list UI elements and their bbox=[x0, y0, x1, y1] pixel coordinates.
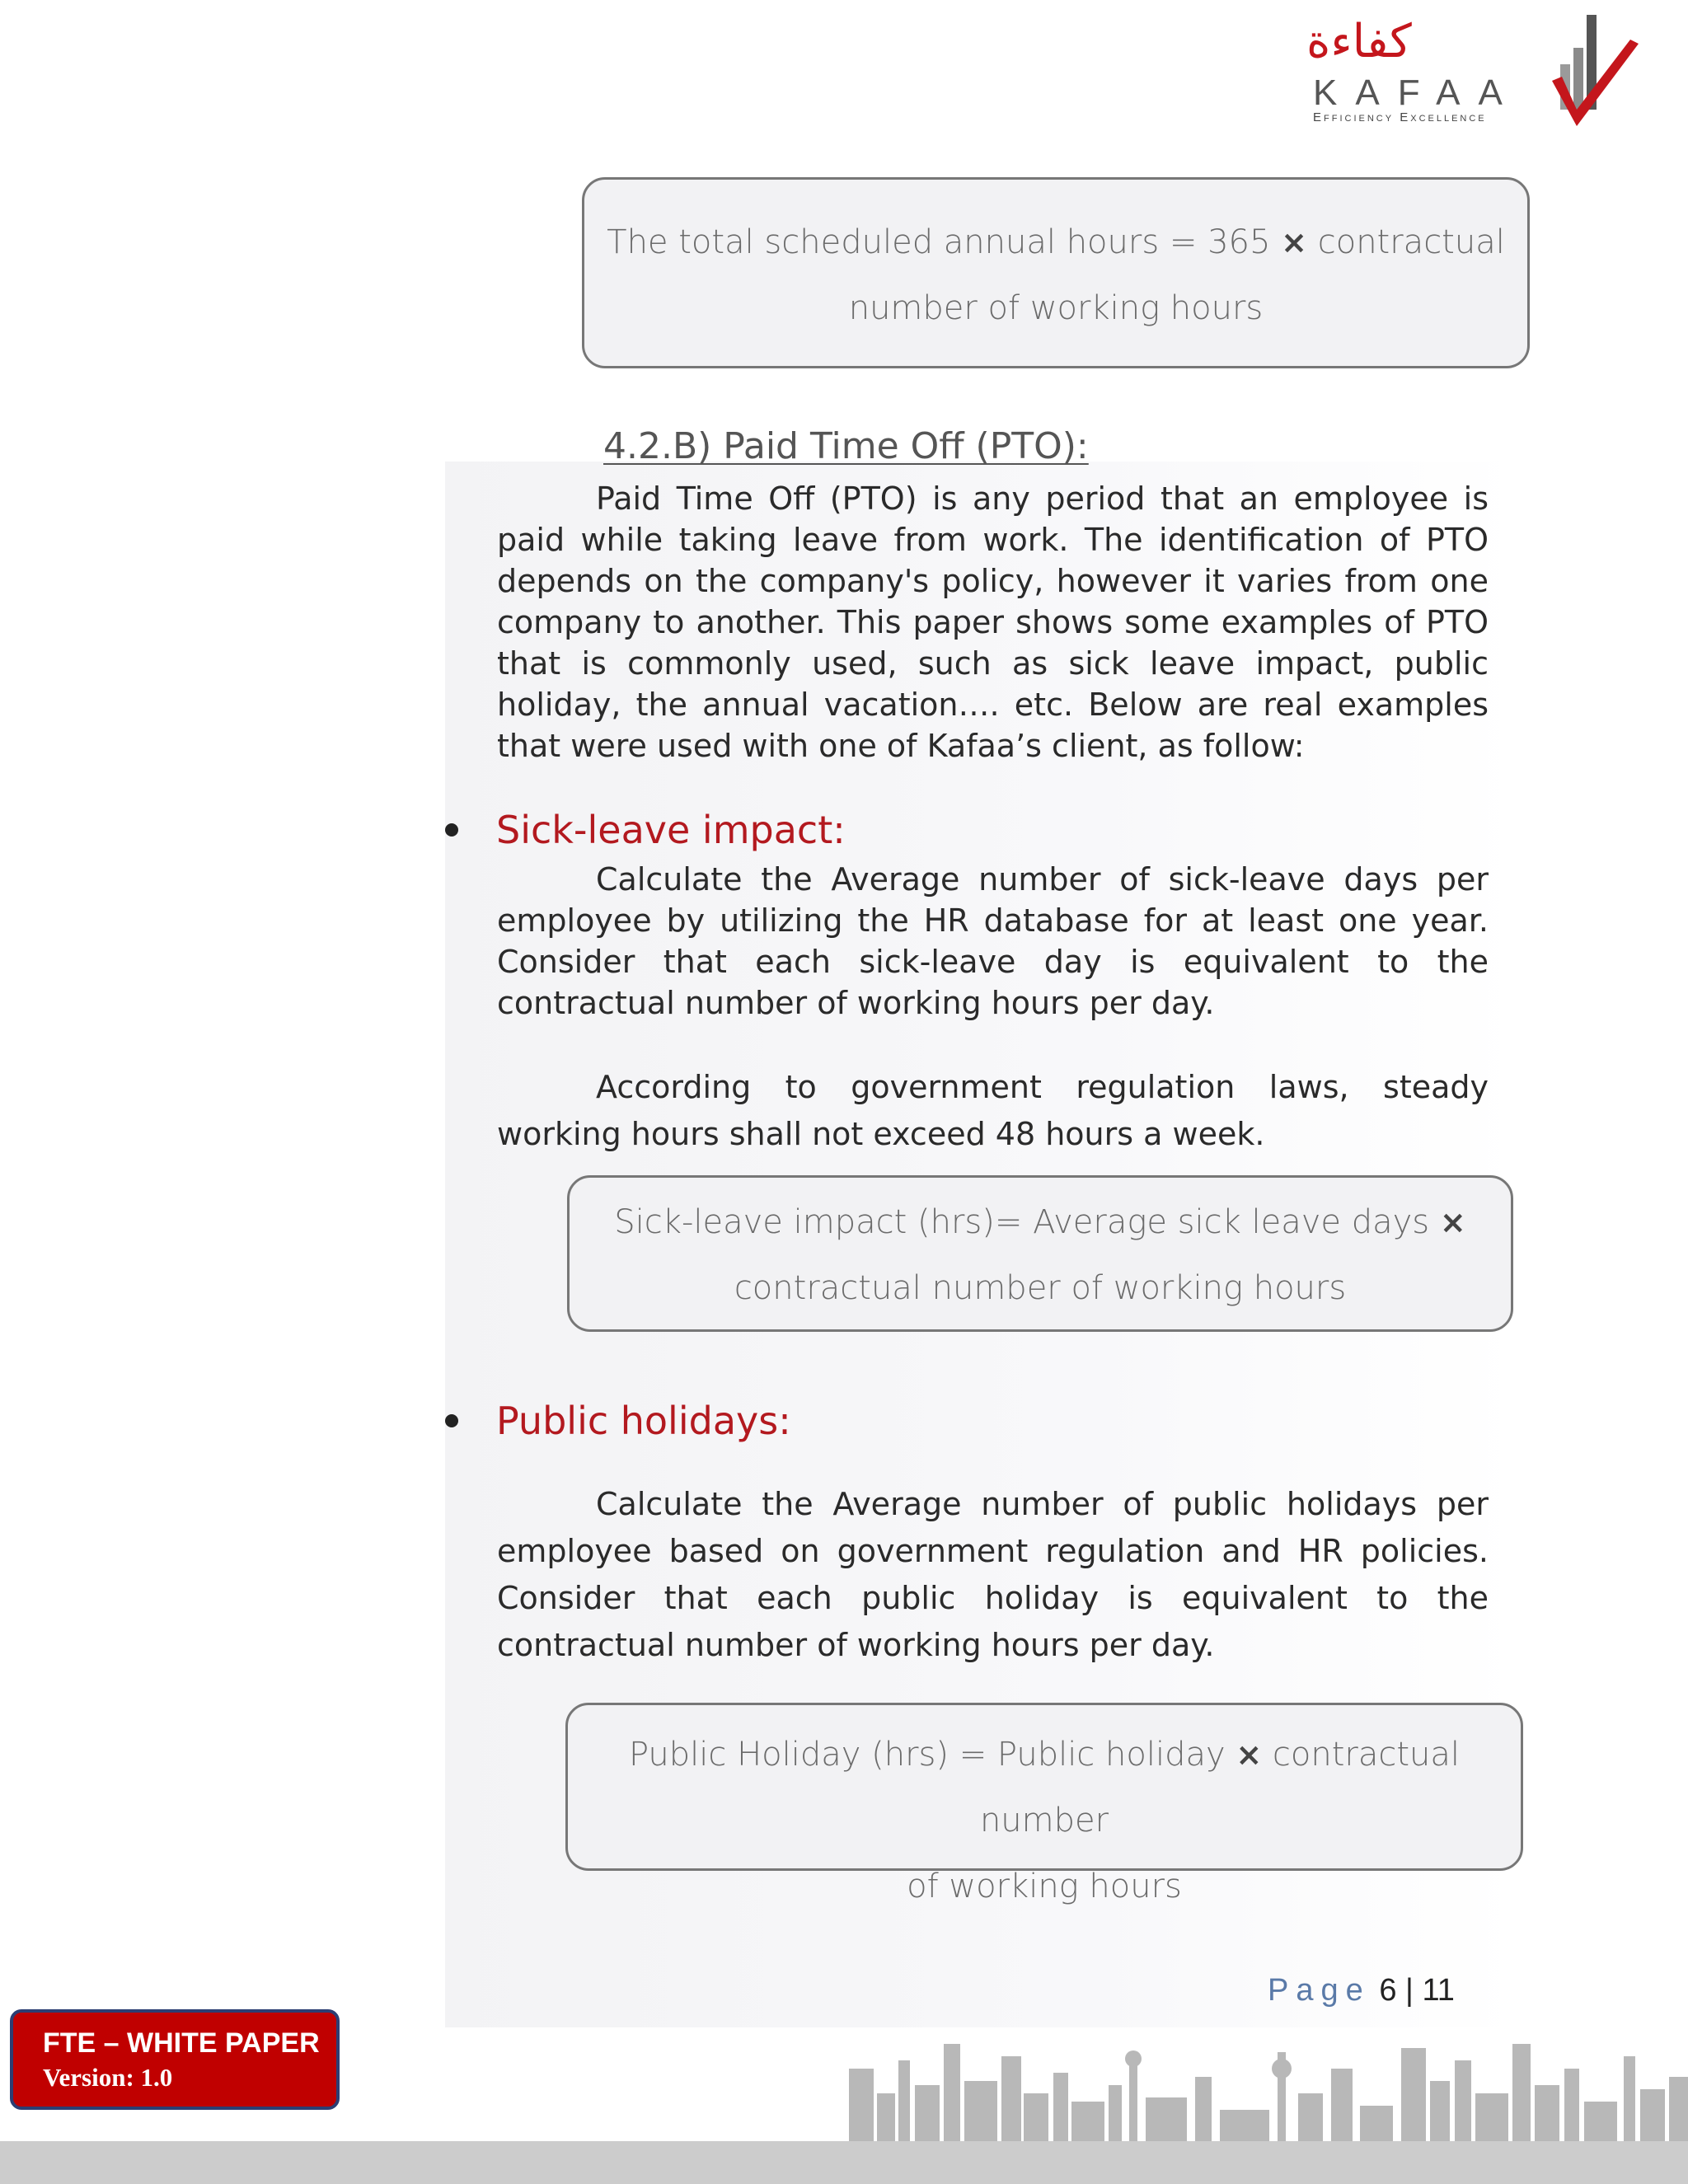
formula-annual-hours bbox=[582, 177, 1530, 368]
logo-checkmark-bars-icon bbox=[1552, 15, 1643, 134]
paragraph-text: According to government regulation laws, steady working hours shall not exceed 48 hours a week. bbox=[497, 1069, 1489, 1152]
formula-annual-hours-line1 bbox=[599, 209, 1512, 275]
formula-public-holiday-line1 bbox=[583, 1722, 1506, 1854]
document-title: FTE – WHITE PAPER bbox=[43, 2027, 320, 2059]
formula-text: Public Holiday (hrs) = Public holiday bbox=[628, 1736, 1226, 1774]
pto-paragraph bbox=[497, 478, 1489, 766]
page-number bbox=[1268, 1973, 1455, 2008]
multiply-icon: × bbox=[1236, 1736, 1263, 1773]
formula-public-holiday bbox=[565, 1703, 1523, 1905]
city-skyline-icon bbox=[849, 2036, 1688, 2143]
formula-public-holiday-line2: of working hours bbox=[907, 1868, 1182, 1905]
multiply-icon: × bbox=[1281, 224, 1308, 260]
formula-sick-leave-line1 bbox=[584, 1189, 1496, 1255]
formula-text: contractual number bbox=[979, 1736, 1461, 1840]
heading-public-holidays bbox=[445, 1399, 791, 1443]
logo-tagline: Efficiency Excellence bbox=[1313, 110, 1487, 124]
formula-annual-hours-line2: number of working hours bbox=[848, 289, 1264, 327]
heading-sick-leave bbox=[445, 808, 846, 852]
page-total: 11 bbox=[1422, 1973, 1455, 2008]
document-version-badge bbox=[10, 2009, 340, 2110]
formula-sick-leave bbox=[567, 1175, 1513, 1332]
pto-paragraph-text: Paid Time Off (PTO) is any period that an employee is paid while taking leave from work. The identification of PTO depends on the company's policy, however it varies from one company to another. This paper shows some examples of PTO that is commonly used, such as sick leave impact, public holiday, the annual vacation…. etc. Below are real examples that were used with one of Kafaa’s client, as follow: bbox=[497, 480, 1489, 764]
formula-text: The total scheduled annual hours = 365 bbox=[607, 223, 1271, 261]
formula-text: contractual bbox=[1317, 223, 1505, 261]
heading-text: Sick-leave impact: bbox=[496, 808, 846, 852]
formula-text: Sick-leave impact (hrs)= Average sick leave days bbox=[614, 1203, 1430, 1241]
heading-text: Public holidays: bbox=[496, 1399, 791, 1443]
bullet-icon bbox=[445, 1414, 458, 1427]
multiply-icon: × bbox=[1439, 1204, 1466, 1240]
logo-arabic-text: كفاءة bbox=[1306, 15, 1412, 68]
paragraph-text: Calculate the Average number of public holidays per employee based on government regulation and HR policies. Consider that each public holiday is equivalent to the contractual number of working hours per day. bbox=[497, 1486, 1489, 1663]
document-version: Version: 1.0 bbox=[43, 2063, 173, 2092]
sick-leave-paragraph-1 bbox=[497, 859, 1489, 1024]
paragraph-text: Calculate the Average number of sick-leave days per employee by utilizing the HR database for at least one year. Consider that each sick-leave day is equivalent to the contractual number of working hours per day. bbox=[497, 861, 1489, 1021]
sick-leave-paragraph-2 bbox=[497, 1064, 1489, 1158]
footer-bar bbox=[0, 2141, 1688, 2184]
kafaa-logo bbox=[1306, 15, 1636, 134]
logo-name: KAFAA bbox=[1313, 73, 1521, 113]
public-holidays-paragraph bbox=[497, 1481, 1489, 1669]
bullet-icon bbox=[445, 823, 458, 837]
page-current: 6 bbox=[1379, 1973, 1397, 2008]
formula-sick-leave-line2: contractual number of working hours bbox=[734, 1269, 1347, 1307]
page-label: Page bbox=[1268, 1973, 1371, 2008]
page-separator: | bbox=[1405, 1973, 1414, 2008]
section-title-pto: 4.2.B) Paid Time Off (PTO): bbox=[603, 425, 1089, 467]
